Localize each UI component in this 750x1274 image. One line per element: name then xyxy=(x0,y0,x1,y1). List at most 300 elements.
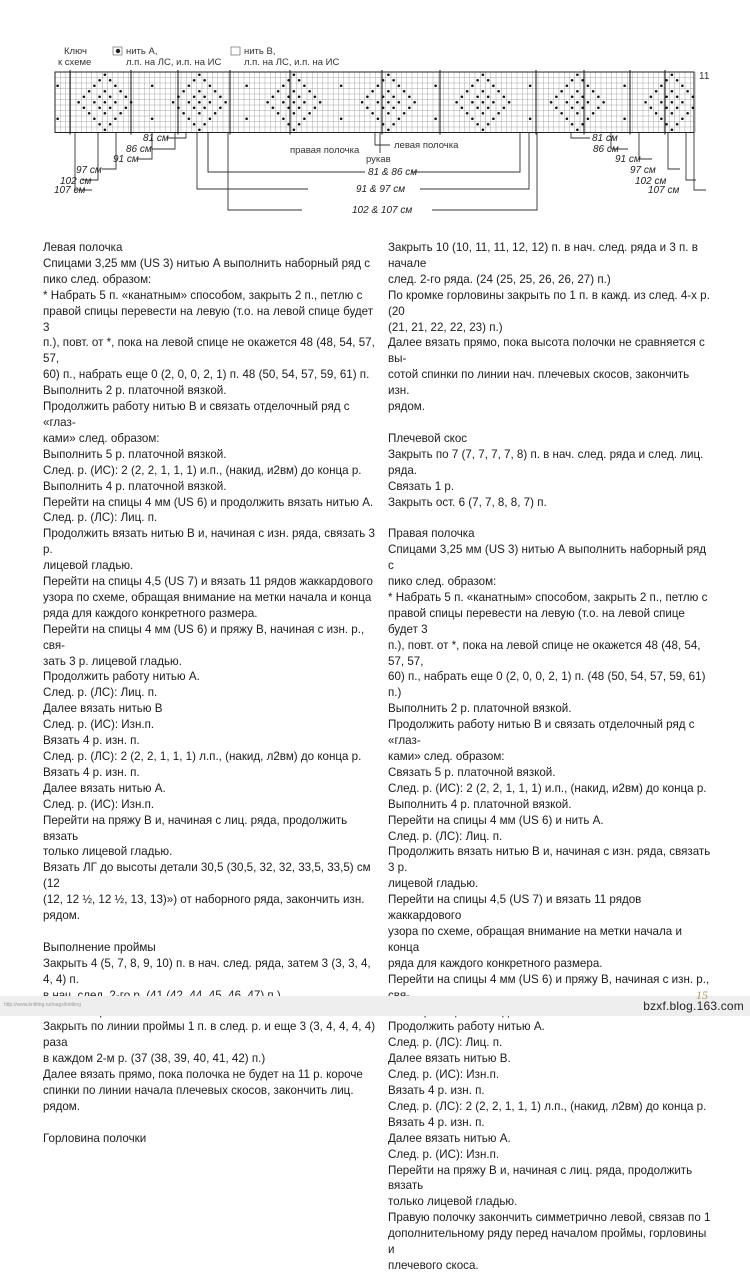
legend-yarn-b-desc: л.п. на ЛС, и.п. на ИС xyxy=(244,57,340,68)
chart-dot xyxy=(203,79,206,82)
chart-dot xyxy=(566,101,569,104)
left-column-line: Выполнить 5 р. платочной вязкой. xyxy=(43,447,227,461)
left-column-line: Перейти на спицы 4 мм (US 6) и продолжить вязать нитью А. xyxy=(43,495,374,509)
legend-yarn-a-desc: л.п. на ЛС, и.п. на ИС xyxy=(126,57,222,68)
chart-dot xyxy=(177,95,180,98)
chart-row-count: 11 xyxy=(699,71,710,82)
chart-dot xyxy=(340,117,343,120)
chart-dot xyxy=(650,106,653,109)
left-column-line: спинки по линии начала плечевых скосов, закончить лиц. xyxy=(43,1084,354,1098)
chart-dot xyxy=(571,95,574,98)
chart-dot xyxy=(277,112,280,115)
chart-dot xyxy=(203,106,206,109)
chart-dot xyxy=(398,117,401,120)
chart-dot xyxy=(303,101,306,104)
legend-yarn-a-title: нить А, xyxy=(126,46,158,57)
chart-dot xyxy=(571,123,574,126)
chart-dot xyxy=(403,90,406,93)
chart-dot xyxy=(392,123,395,126)
left-column-line: Выполнение проймы xyxy=(43,940,156,954)
chart-dot xyxy=(303,84,306,87)
chart-dot xyxy=(209,117,212,120)
chart-dot xyxy=(198,90,201,93)
chart-dot xyxy=(671,73,674,76)
chart-dot xyxy=(671,112,674,115)
chart-dot xyxy=(676,106,679,109)
right-column-line: ряда для каждого конкретного размера. xyxy=(388,956,603,970)
chart-dot xyxy=(198,128,201,131)
chart-dot xyxy=(403,112,406,115)
chart-dot xyxy=(387,73,390,76)
left-column-line: След. р. (ЛС): Лиц. п. xyxy=(43,686,158,700)
chart-dot xyxy=(681,84,684,87)
right-column-line: лицевой гладью. xyxy=(388,877,479,891)
left-column-line: Перейти на спицы 4,5 (US 7) и вязать 11 рядов жаккардового xyxy=(43,575,373,589)
chart-dot xyxy=(434,117,437,120)
left-column-line: Вязать 4 р. изн. п. xyxy=(43,765,140,779)
left-column-line: правой спицы перевести на левую (т.о. на левой спице будет 3 xyxy=(43,304,377,334)
chart-dot xyxy=(377,117,380,120)
chart-dot xyxy=(382,106,385,109)
chart-dot xyxy=(503,95,506,98)
chart-dot xyxy=(277,90,280,93)
chart-dot xyxy=(245,117,248,120)
chart-dot xyxy=(529,84,532,87)
right-column-line: Правую полочку закончить симметрично левой, связав по 1 xyxy=(388,1211,711,1225)
left-column-line: ряда для каждого конкретного размера. xyxy=(43,606,258,620)
chart-dot xyxy=(602,101,605,104)
chart-dot xyxy=(83,95,86,98)
right-column-line: След. р. (ИС): 2 (2, 2, 1, 1, 1) и.п., (накид, и2вм) до конца р. xyxy=(388,781,707,795)
chart-outline xyxy=(55,72,694,133)
right-column-line: Выполнить 2 р. платочной вязкой. xyxy=(388,702,572,716)
chart-dot xyxy=(665,79,668,82)
chart-dot xyxy=(287,95,290,98)
chart-dot xyxy=(665,106,668,109)
legend-yarn-b-title: нить В, xyxy=(244,46,276,57)
chart-dot xyxy=(193,106,196,109)
chart-dot xyxy=(214,112,217,115)
chart-dot xyxy=(172,101,175,104)
left-column-line: Перейти на пряжу В и, начиная с лиц. ряда, продолжить вязать xyxy=(43,813,351,843)
chart-dot xyxy=(382,95,385,98)
chart-dot xyxy=(209,84,212,87)
chart-dot xyxy=(686,112,689,115)
left-column-line: След. р. (ЛС): Лиц. п. xyxy=(43,511,158,525)
chart-dot xyxy=(497,90,500,93)
measure-81-86: 81 & 86 см xyxy=(368,167,418,178)
right-column-line: ками» след. образом: xyxy=(388,750,505,763)
measure-91-left: 91 см xyxy=(113,154,139,165)
measure-81-left: 81 см xyxy=(143,133,169,144)
chart-dot xyxy=(671,101,674,104)
chart-dot xyxy=(224,101,227,104)
chart-dot xyxy=(114,117,117,120)
measure-107-left: 107 см xyxy=(54,185,86,196)
chart-dot xyxy=(655,112,658,115)
measure-86-left: 86 см xyxy=(126,144,152,155)
left-column-line: Спицами 3,25 мм (US 3) нитью А выполнить наборный ряд с xyxy=(43,256,371,270)
left-column-line: След. р. (ЛС): 2 (2, 2, 1, 1, 1) л.п., (накид, л2вм) до конца р. xyxy=(43,750,362,763)
left-column-line: пико след. образом: xyxy=(43,272,152,286)
chart-dot xyxy=(587,117,590,120)
chart-dot xyxy=(576,90,579,93)
chart-dot xyxy=(125,95,128,98)
chart-dot xyxy=(581,79,584,82)
chart-dot xyxy=(177,106,180,109)
chart-dot xyxy=(109,79,112,82)
right-column-line: сотой спинки по линии нач. плечевых скосов, закончить изн. xyxy=(388,368,693,398)
chart-dot xyxy=(471,117,474,120)
chart-dot xyxy=(361,101,364,104)
left-column-line: узора по схеме, обращая внимание на метки начала и конца xyxy=(43,590,372,604)
chart-dot xyxy=(660,101,663,104)
right-column-line: По кромке горловины закрыть по 1 п. в кажд. из след. 4-х р. (20 xyxy=(388,288,714,318)
chart-dot xyxy=(104,73,107,76)
chart-dot xyxy=(319,101,322,104)
right-column-line: Продолжить работу нитью А. xyxy=(388,1020,545,1034)
chart-dot xyxy=(83,106,86,109)
chart-dot xyxy=(104,101,107,104)
right-column-line: Перейти на пряжу В и, начиная с лиц. ряда, продолжить вязать xyxy=(388,1163,696,1193)
chart-dot xyxy=(314,95,317,98)
knitting-chart-diagram xyxy=(0,0,750,230)
chart-dot xyxy=(487,79,490,82)
chart-dot xyxy=(408,95,411,98)
chart-dot xyxy=(298,106,301,109)
chart-dot xyxy=(398,84,401,87)
chart-dot xyxy=(503,106,506,109)
measure-107-right: 107 см xyxy=(648,185,680,196)
left-column-line: След. р. (ИС): Изн.п. xyxy=(43,718,155,732)
right-column-line xyxy=(388,510,713,526)
right-column-line: рядом. xyxy=(388,400,426,414)
chart-dot xyxy=(104,128,107,131)
chart-dot xyxy=(98,123,101,126)
chart-dot xyxy=(193,79,196,82)
chart-dot xyxy=(644,101,647,104)
left-column-line: Перейти на спицы 4 мм (US 6) и пряжу В, начиная с изн. р., свя- xyxy=(43,622,368,652)
chart-dot xyxy=(314,106,317,109)
chart-dot xyxy=(676,123,679,126)
chart-dot xyxy=(125,106,128,109)
right-column-line: След. р. (ИС): Изн.п. xyxy=(388,1068,500,1082)
watermark: bzxf.blog.163.com xyxy=(643,999,744,1013)
chart-dot xyxy=(587,84,590,87)
right-column-line: пико след. образом: xyxy=(388,575,497,589)
chart-dot xyxy=(272,95,275,98)
right-column-line: правой спицы перевести на левую (т.о. на левой спице будет 3 xyxy=(388,606,689,636)
chart-key-label: Ключ xyxy=(64,46,87,57)
chart-dot xyxy=(482,101,485,104)
chart-dot xyxy=(555,95,558,98)
chart-dot xyxy=(492,117,495,120)
chart-dot xyxy=(198,73,201,76)
chart-dot xyxy=(482,73,485,76)
right-column-line: Спицами 3,25 мм (US 3) нитью А выполнить наборный ряд с xyxy=(388,543,710,573)
chart-dot xyxy=(623,117,626,120)
chart-dot xyxy=(387,128,390,131)
right-column-line: плечевого скоса. xyxy=(388,1259,479,1272)
chart-dot xyxy=(293,101,296,104)
measure-86-right: 86 см xyxy=(593,144,619,155)
chart-dot xyxy=(308,112,311,115)
chart-dot xyxy=(77,101,80,104)
chart-dot xyxy=(671,128,674,131)
chart-dot xyxy=(461,95,464,98)
chart-dot xyxy=(576,73,579,76)
chart-dot xyxy=(298,95,301,98)
right-column-line: Связать 5 р. платочной вязкой. xyxy=(388,765,556,779)
left-column-line: рядом. xyxy=(43,909,81,923)
chart-dot xyxy=(398,101,401,104)
measure-91-97: 91 & 97 см xyxy=(356,184,406,195)
chart-dot xyxy=(109,106,112,109)
chart-dot xyxy=(592,112,595,115)
measure-91-right: 91 см xyxy=(615,154,641,165)
right-column-line: Закрыть ост. 6 (7, 7, 8, 8, 7) п. xyxy=(388,495,547,509)
right-column-line: Перейти на спицы 4,5 (US 7) и вязать 11 рядов жаккардового xyxy=(388,893,645,923)
chart-dot xyxy=(219,106,222,109)
chart-dot xyxy=(109,123,112,126)
chart-dot xyxy=(623,84,626,87)
right-column-line xyxy=(388,415,713,431)
left-column-line: Выполнить 2 р. платочной вязкой. xyxy=(43,384,227,398)
label-left-front: левая полочка xyxy=(394,140,459,151)
chart-dot xyxy=(387,112,390,115)
chart-dot xyxy=(119,90,122,93)
left-column-line: зать 3 р. лицевой гладью. xyxy=(43,654,182,668)
chart-dot xyxy=(293,128,296,131)
measure-97-left: 97 см xyxy=(76,165,102,176)
chart-dot xyxy=(508,101,511,104)
chart-dot xyxy=(151,84,154,87)
chart-dot xyxy=(93,84,96,87)
legend-yarn-b-box xyxy=(231,47,240,55)
chart-dot xyxy=(529,117,532,120)
chart-dot xyxy=(245,84,248,87)
chart-dot xyxy=(198,101,201,104)
chart-dot xyxy=(203,123,206,126)
chart-dot xyxy=(293,73,296,76)
right-column-line: Перейти на спицы 4 мм (US 6) и пряжу В, начиная с изн. р., xyxy=(388,972,710,986)
chart-dot xyxy=(303,117,306,120)
chart-dot xyxy=(266,101,269,104)
chart-dot xyxy=(282,101,285,104)
chart-dot xyxy=(182,112,185,115)
left-column-line: Далее вязать нитью А. xyxy=(43,781,166,795)
right-column-line: след. 2-го ряда. (24 (25, 25, 26, 26, 27) п.) xyxy=(388,272,611,286)
chart-dot xyxy=(671,90,674,93)
left-column-line: Левая полочка xyxy=(43,241,123,254)
chart-dot xyxy=(293,112,296,115)
chart-dot xyxy=(455,101,458,104)
measure-102-right: 102 см xyxy=(635,176,667,187)
left-column-line: в каждом 2-м р. (37 (38, 39, 40, 41, 42) п.) xyxy=(43,1052,266,1066)
left-column-line: Продолжить работу нитью А. xyxy=(43,670,200,684)
chart-dot xyxy=(392,95,395,98)
chart-dot xyxy=(287,123,290,126)
chart-dot xyxy=(104,90,107,93)
footer-bar xyxy=(0,996,750,1016)
right-column-line: Вязать 4 р. изн. п. xyxy=(388,1115,485,1129)
chart-dot xyxy=(471,101,474,104)
left-column-line: только лицевой гладью. xyxy=(43,845,173,859)
chart-dot xyxy=(676,95,679,98)
chart-dot xyxy=(681,101,684,104)
chart-dot xyxy=(188,101,191,104)
label-sleeve: рукав xyxy=(366,154,391,165)
right-column-line: Закрыть 10 (10, 11, 11, 12, 12) п. в нач. след. ряда и 3 п. в начале xyxy=(388,241,702,270)
chart-dot xyxy=(560,112,563,115)
left-column-line: Вязать 4 р. изн. п. xyxy=(43,734,140,748)
chart-dot xyxy=(371,90,374,93)
chart-dot xyxy=(592,90,595,93)
right-column-line: (21, 21, 22, 22, 23) п.) xyxy=(388,320,503,334)
chart-dot xyxy=(219,95,222,98)
chart-dot xyxy=(660,117,663,120)
left-column-line: ками» след. образом: xyxy=(43,431,160,445)
chart-dot xyxy=(476,123,479,126)
chart-dot xyxy=(298,123,301,126)
chart-dot xyxy=(482,90,485,93)
right-column-line: След. р. (ЛС): Лиц. п. xyxy=(388,1036,503,1050)
left-column-line: Горловина полочки xyxy=(43,1131,147,1145)
chart-dot xyxy=(308,90,311,93)
chart-dot xyxy=(434,84,437,87)
chart-dot xyxy=(587,101,590,104)
right-column-line: узора по схеме, обращая внимание на метки начала и конца xyxy=(388,924,686,954)
left-column-line: Выполнить 4 р. платочной вязкой. xyxy=(43,479,227,493)
left-column-line: Закрыть по линии проймы 1 п. в след. р. и еще 3 (3, 4, 4, 4, 4) раза xyxy=(43,1020,379,1050)
chart-dot xyxy=(366,106,369,109)
chart-dot xyxy=(408,106,411,109)
chart-dot xyxy=(56,117,59,120)
chart-dot xyxy=(482,128,485,131)
chart-dot xyxy=(550,101,553,104)
chart-dot xyxy=(188,117,191,120)
right-column-line: Перейти на спицы 4 мм (US 6) и нить А. xyxy=(388,813,604,827)
chart-dot xyxy=(487,106,490,109)
chart-dot xyxy=(98,106,101,109)
chart-dot xyxy=(109,95,112,98)
right-column-line: Связать 1 р. xyxy=(388,479,455,493)
chart-dot xyxy=(655,90,658,93)
chart-dot xyxy=(476,79,479,82)
measure-102-107: 102 & 107 см xyxy=(352,205,413,216)
right-column-line: * Набрать 5 п. «канатным» способом, закрыть 2 п., петлю с xyxy=(388,590,708,604)
chart-dot xyxy=(692,106,695,109)
chart-dot xyxy=(466,90,469,93)
right-column-line: Правая полочка xyxy=(388,527,475,541)
chart-dot xyxy=(214,90,217,93)
right-column-line: Плечевой скос xyxy=(388,431,468,445)
left-column-line: п.), повт. от *, пока на левой спице не окажется 48 (48, 54, 57, 57, xyxy=(43,336,379,366)
chart-dot xyxy=(119,112,122,115)
chart-key-label-2: к схеме xyxy=(58,57,92,68)
measure-102-left: 102 см xyxy=(60,176,92,187)
chart-dot xyxy=(597,95,600,98)
left-column-line: Продолжить работу нитью В и связать отделочный ряд с «глаз- xyxy=(43,400,353,429)
chart-dot xyxy=(665,95,668,98)
left-column-line: 60) п., набрать еще 0 (2, 0, 0, 2, 1) п. 48 (50, 54, 57, 59, 61) п. xyxy=(43,368,370,382)
chart-dot xyxy=(660,84,663,87)
chart-dot xyxy=(665,123,668,126)
right-column-line: Далее вязать нитью А. xyxy=(388,1131,511,1145)
left-column-line: (12, 12 ½, 12 ½, 13, 13)») от наборного ряда, закончить изн. xyxy=(43,893,365,907)
right-column-line: Далее вязать нитью В. xyxy=(388,1052,511,1066)
chart-dot xyxy=(566,117,569,120)
label-right-front: правая полочка xyxy=(290,145,360,156)
chart-dot xyxy=(193,95,196,98)
chart-dot xyxy=(482,112,485,115)
chart-dot xyxy=(98,95,101,98)
chart-dot xyxy=(413,101,416,104)
chart-dot xyxy=(272,106,275,109)
chart-dot xyxy=(576,128,579,131)
right-column-line: Далее вязать прямо, пока высота полочки не сравняется с вы- xyxy=(388,336,709,366)
right-column-line: След. р. (ИС): Изн.п. xyxy=(388,1147,500,1161)
chart-dot xyxy=(98,79,101,82)
chart-grid xyxy=(55,70,696,135)
chart-dot xyxy=(497,112,500,115)
legend-yarn-a-symbol xyxy=(116,49,120,53)
chart-dot xyxy=(377,101,380,104)
chart-dot xyxy=(88,90,91,93)
chart-dot xyxy=(492,84,495,87)
chart-dot xyxy=(114,101,117,104)
chart-dot xyxy=(366,95,369,98)
chart-dot xyxy=(571,106,574,109)
chart-dot xyxy=(555,106,558,109)
chart-dot xyxy=(686,90,689,93)
chart-dot xyxy=(293,90,296,93)
chart-dot xyxy=(576,112,579,115)
chart-dot xyxy=(114,84,117,87)
chart-dot xyxy=(198,112,201,115)
chart-dot xyxy=(182,90,185,93)
chart-dot xyxy=(466,112,469,115)
chart-dot xyxy=(282,117,285,120)
footer-url: http://www.knitting.ru/mags/knitting xyxy=(4,1002,81,1008)
chart-dot xyxy=(476,95,479,98)
left-column-line: След. р. (ИС): Изн.п. xyxy=(43,797,155,811)
chart-dot xyxy=(581,123,584,126)
page-number: 15 xyxy=(696,988,708,1002)
left-column-line: Далее вязать прямо, пока полочка не будет на 11 р. короче xyxy=(43,1068,363,1082)
chart-dot xyxy=(56,84,59,87)
chart-dot xyxy=(676,79,679,82)
right-column-line: След. р. (ЛС): 2 (2, 2, 1, 1, 1) л.п., (накид, л2вм) до конца р. xyxy=(388,1099,707,1113)
chart-dot xyxy=(287,79,290,82)
chart-dot xyxy=(340,84,343,87)
left-column-line: Продолжить вязать нитью В и, начиная с изн. ряда, связать 3 р. xyxy=(43,527,379,557)
right-column-line: Продолжить работу нитью В и связать отделочный ряд с «глаз- xyxy=(388,718,698,748)
left-column-line: Закрыть 4 (5, 7, 8, 9, 10) п. в нач. след. ряда, затем 3 (3, 3, 4, 4, 4) п. xyxy=(43,956,374,986)
chart-dot xyxy=(188,84,191,87)
chart-dot xyxy=(461,106,464,109)
chart-dot xyxy=(93,117,96,120)
right-column-line: Закрыть по 7 (7, 7, 7, 7, 8) п. в нач. след. ряда и след. лиц. ряда. xyxy=(388,447,707,477)
chart-dot xyxy=(203,95,206,98)
chart-dot xyxy=(487,123,490,126)
chart-dot xyxy=(392,106,395,109)
chart-dot xyxy=(377,84,380,87)
right-text-column xyxy=(388,240,713,1274)
left-column-line: Вязать ЛГ до высоты детали 30,5 (30,5, 32, 32, 33,5, 33,5) см (12 xyxy=(43,861,374,891)
left-column-line: * Набрать 5 п. «канатным» способом, закрыть 2 п., петлю с xyxy=(43,288,363,302)
chart-dot xyxy=(681,117,684,120)
